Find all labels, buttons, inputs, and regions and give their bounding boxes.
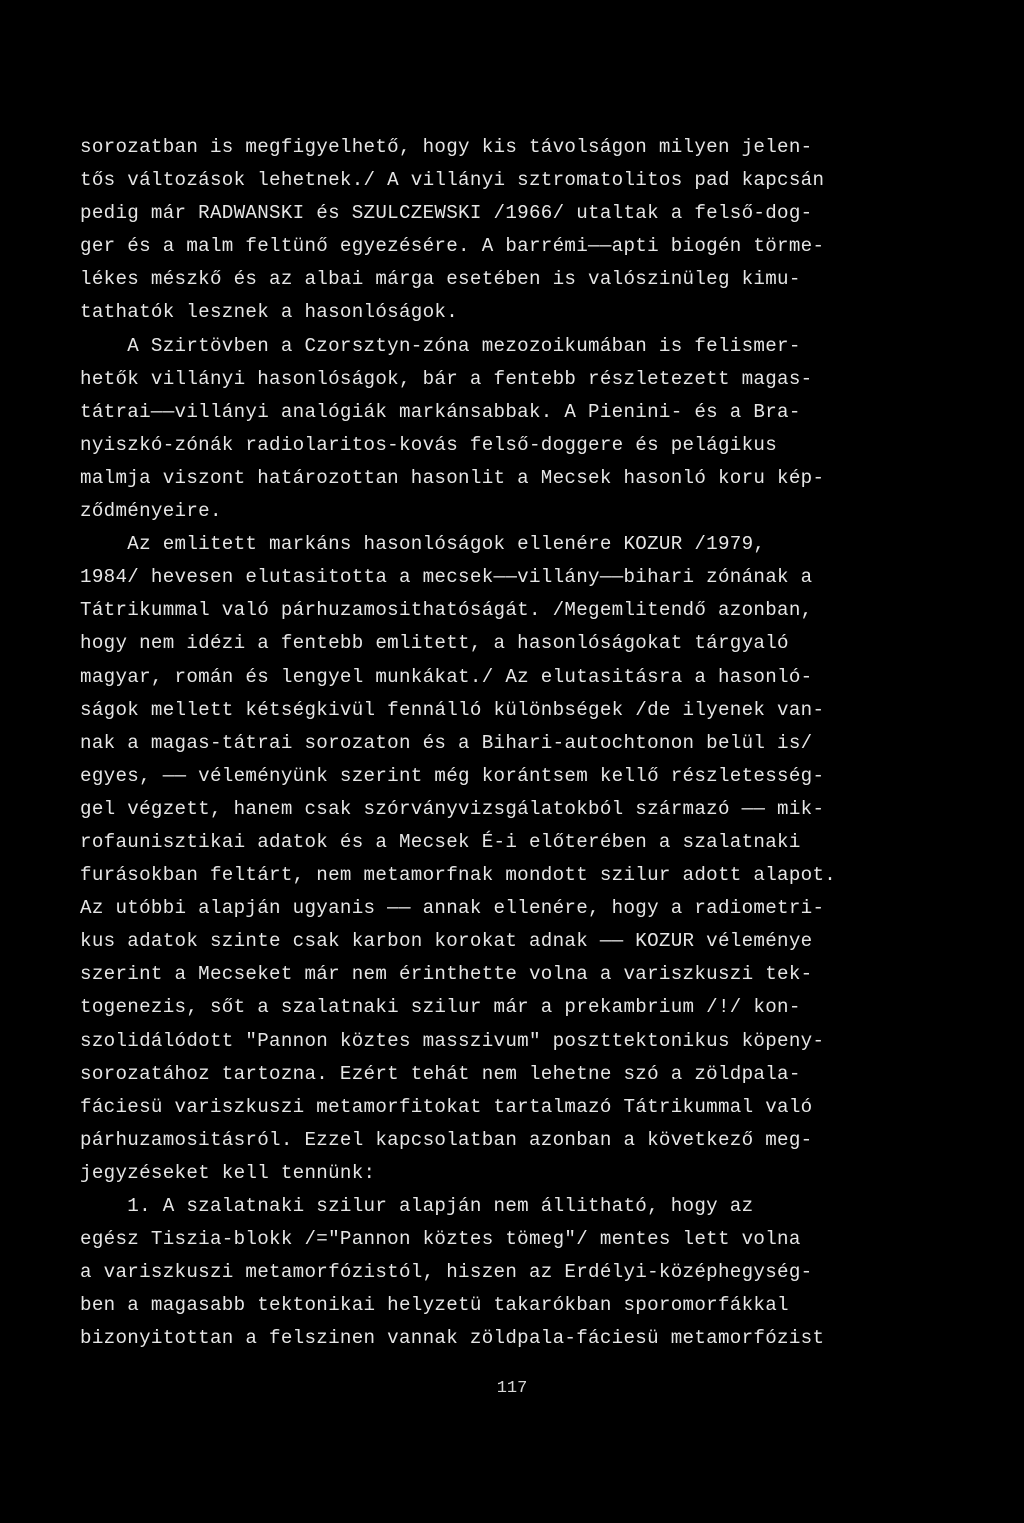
text-line: A Szirtövben a Czorsztyn-zóna mezozoikumában is felismer- (80, 334, 801, 357)
text-line: Az emlitett markáns hasonlóságok ellenére KOZUR /1979, (80, 533, 766, 556)
text-line: tathatók lesznek a hasonlóságok. (80, 301, 459, 324)
text-line: szolidálódott "Pannon köztes masszivum" poszttektonikus köpeny- (80, 1029, 825, 1052)
text-line: tátrai——villányi analógiák markánsabbak. A Pienini- és a Bra- (80, 400, 801, 423)
text-line: togenezis, sőt a szalatnaki szilur már a prekambrium /!/ kon- (80, 996, 801, 1019)
text-line: hetők villányi hasonlóságok, bár a fentebb részletezett magas- (80, 367, 813, 390)
text-line: párhuzamositásról. Ezzel kapcsolatban azonban a következő meg- (80, 1128, 813, 1151)
text-line: malmja viszont határozottan hasonlit a Mecsek hasonló koru kép- (80, 466, 825, 489)
text-line: Tátrikummal való párhuzamosithatóságát. /Megemlitendő azonban, (80, 599, 813, 622)
text-line: fáciesü variszkuszi metamorfitokat tartalmazó Tátrikummal való (80, 1095, 813, 1118)
text-line: magyar, román és lengyel munkákat./ Az elutasitásra a hasonló- (80, 665, 813, 688)
text-line: sorozatához tartozna. Ezért tehát nem lehetne szó a zöldpala- (80, 1062, 801, 1085)
text-line: lékes mészkő és az albai márga esetében is valószinüleg kimu- (80, 268, 801, 291)
text-line: furásokban feltárt, nem metamorfnak mondott szilur adott alapot. (80, 864, 837, 887)
text-line: rofaunisztikai adatok és a Mecsek É-i előterében a szalatnaki (80, 830, 801, 853)
text-line: hogy nem idézi a fentebb emlitett, a hasonlóságokat tárgyaló (80, 632, 789, 655)
body-text (80, 131, 940, 1355)
text-line: egyes, —— véleményünk szerint még korántsem kellő részletesség- (80, 764, 825, 787)
text-line: nak a magas-tátrai sorozaton és a Bihari-autochtonon belül is/ (80, 731, 813, 754)
text-line: Az utóbbi alapján ugyanis —— annak ellenére, hogy a radiometri- (80, 897, 825, 920)
text-line: sorozatban is megfigyelhető, hogy kis távolságon milyen jelen- (80, 136, 813, 158)
text-line: tős változások lehetnek./ A villányi sztromatolitos pad kapcsán (80, 169, 825, 192)
text-line: gel végzett, hanem csak szórványvizsgálatokból származó —— mik- (80, 797, 825, 820)
text-line: 1984/ hevesen elutasitotta a mecsek——villány——bihari zónának a (80, 566, 813, 589)
text-line: 1. A szalatnaki szilur alapján nem állitható, hogy az (80, 1195, 754, 1217)
text-line: ger és a malm feltünő egyezésére. A barrémi——apti biogén törme- (80, 235, 825, 258)
text-line: ságok mellett kétségkivül fennálló különbségek /de ilyenek van- (80, 698, 825, 721)
page-number: 117 (496, 1379, 528, 1398)
text-line: kus adatok szinte csak karbon korokat adnak —— KOZUR véleménye (80, 930, 813, 953)
text-line: ződményeire. (80, 500, 222, 523)
text-line: egész Tiszia-blokk /="Pannon köztes tömeg"/ mentes lett volna (80, 1228, 801, 1251)
text-line: bizonyitottan a felszinen vannak zöldpala-fáciesü metamorfózist (80, 1327, 825, 1350)
text-line: szerint a Mecseket már nem érinthette volna a variszkuszi tek- (80, 963, 813, 986)
text-line: nyiszkó-zónák radiolaritos-kovás felső-doggere és pelágikus (80, 433, 778, 456)
text-line: a variszkuszi metamorfózistól, hiszen az Erdélyi-középhegység- (80, 1261, 813, 1284)
text-line: pedig már RADWANSKI és SZULCZEWSKI /1966/ utaltak a felső-dog- (80, 202, 813, 225)
text-line: jegyzéseket kell tennünk: (80, 1161, 376, 1184)
text-line: ben a magasabb tektonikai helyzetü takarókban sporomorfákkal (80, 1294, 789, 1317)
